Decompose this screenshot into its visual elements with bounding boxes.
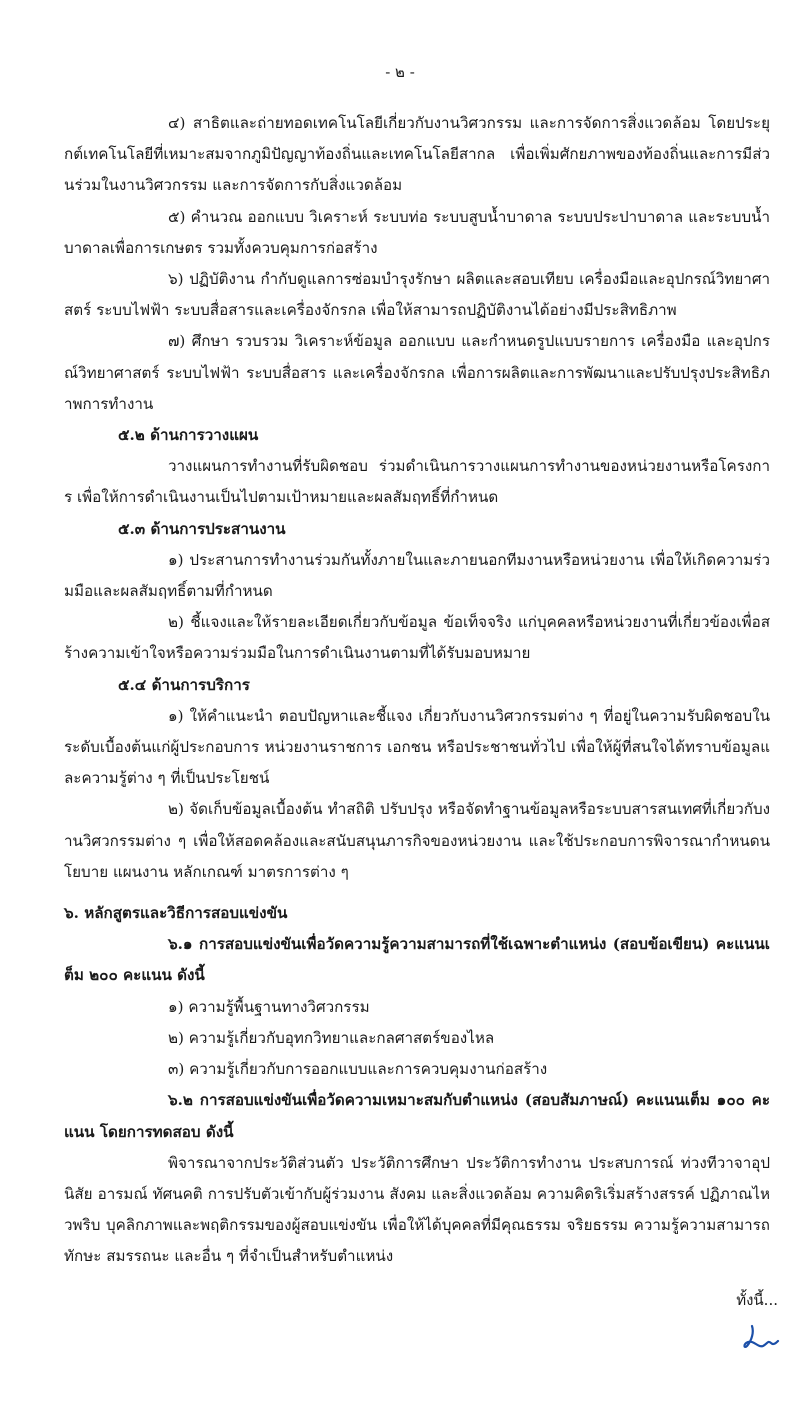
section-5-3-item-2: ๒) ชี้แจงและให้รายละเอียดเกี่ยวกับข้อมูล ข้อเท็จจริง แก่บุคคลหรือหน่วยงานที่เกี่ยวข้องเพื่อสร้างความเข้าใจหรือความร่วมมือในการดำเนินงานตามที่ได้รับมอบหมาย	[64, 613, 770, 663]
section-6-2-body: พิจารณาจากประวัติส่วนตัว ประวัติการศึกษา ประวัติการทำงาน ประสบการณ์ ท่วงทีวาจาอุปนิสัย อารมณ์ ทัศนคติ การปรับตัวเข้ากับผู้ร่วมงาน สังคม และสิ่งแวดล้อม ความคิดริเริ่มสร้างสรรค์ ปฏิภาณไหวพริบ บุคลิกภาพและพฤติกรรมของผู้สอบแข่งขัน เพื่อให้ได้บุคคลที่มีคุณธรรม จริยธรรม ความรู้ความสามารถทักษะ สมรรถนะ และอื่น ๆ ที่จำเป็นสำหรับตำแหน่ง	[64, 1153, 770, 1266]
section-5-4-item-2: ๒) จัดเก็บข้อมูลเบื้องต้น ทำสถิติ ปรับปรุง หรือจัดทำฐานข้อมูลหรือระบบสารสนเทศที่เกี่ยวกับงานวิศวกรรมต่าง ๆ เพื่อให้สอดคล้องและสนับสนุนภารกิจของหน่วยงาน และใช้ประกอบการพิจารณากำหนดนโยบาย แผนงาน หลักเกณฑ์ มาตรการต่าง ๆ	[64, 800, 770, 881]
paragraph-item-7: ๗) ศึกษา รวบรวม วิเคราะห์ข้อมูล ออกแบบ และกำหนดรูปแบบรายการ เครื่องมือ และอุปกรณ์วิทยาศาสตร์ ระบบไฟฟ้า ระบบสื่อสาร และเครื่องจักรกล เพื่อการผลิตและการพัฒนาและปรับปรุงประสิทธิภาพการทำงาน	[64, 332, 770, 413]
section-6-2-heading: ๖.๒ การสอบแข่งขันเพื่อวัดความเหมาะสมกับตำแหน่ง (สอบสัมภาษณ์) คะแนนเต็ม ๑๐๐ คะแนน โดยการทดสอบ ดังนี้	[64, 1091, 770, 1141]
paragraph-item-6: ๖) ปฏิบัติงาน กำกับดูแลการซ่อมบำรุงรักษา ผลิตและสอบเทียบ เครื่องมือและอุปกรณ์วิทยาศาสตร์ ระบบไฟฟ้า ระบบสื่อสารและเครื่องจักรกล เพื่อให้สามารถปฏิบัติงานได้อย่างมีประสิทธิภาพ	[64, 270, 770, 320]
section-5-4-item-1: ๑) ให้คำแนะนำ ตอบปัญหาและชี้แจง เกี่ยวกับงานวิศวกรรมต่าง ๆ ที่อยู่ในความรับผิดชอบในระดับเบื้องต้นแก่ผู้ประกอบการ หน่วยงานราชการ เอกชน หรือประชาชนทั่วไป เพื่อให้ผู้ที่สนใจได้ทราบข้อมูลและความรู้ต่าง ๆ ที่เป็นประโยชน์	[64, 706, 770, 788]
page-number: - ๒ -	[385, 63, 415, 81]
paragraph-item-5: ๕) คำนวณ ออกแบบ วิเคราะห์ ระบบท่อ ระบบสูบน้ำบาดาล ระบบประปาบาดาล และระบบน้ำบาดาลเพื่อการเกษตร รวมทั้งควบคุมการก่อสร้าง	[64, 207, 770, 257]
section-6-1-heading: ๖.๑ การสอบแข่งขันเพื่อวัดความรู้ความสามารถที่ใช้เฉพาะตำแหน่ง (สอบข้อเขียน) คะแนนเต็ม ๒๐๐ คะแนน ดังนี้	[64, 935, 770, 985]
exam-topic-3: ๓) ความรู้เกี่ยวกับการออกแบบและการควบคุมงานก่อสร้าง	[168, 1060, 548, 1079]
section-5-3-item-1: ๑) ประสานการทำงานร่วมกันทั้งภายในและภายนอกทีมงานหรือหน่วยงาน เพื่อให้เกิดความร่วมมือและผลสัมฤทธิ์ตามที่กำหนด	[64, 550, 770, 601]
document-body	[64, 108, 770, 1273]
section-heading-6: ๖. หลักสูตรและวิธีการสอบแข่งขัน	[64, 904, 288, 923]
section-heading-5-4: ๕.๔ ด้านการบริการ	[118, 675, 250, 694]
continuation-text: ทั้งนี้...	[736, 1291, 778, 1309]
paragraph-item-4: ๔) สาธิตและถ่ายทอดเทคโนโลยีเกี่ยวกับงานวิศวกรรม และการจัดการสิ่งแวดล้อม โดยประยุกต์เทคโนโลยีที่เหมาะสมจากภูมิปัญญาท้องถิ่นและเทคโนโลยีสากล เพื่อเพิ่มศักยภาพของท้องถิ่นและการมีส่วนร่วมในงานวิศวกรรม และการจัดการกับสิ่งแวดล้อม	[64, 114, 770, 195]
exam-topic-1: ๑) ความรู้พื้นฐานทางวิศวกรรม	[168, 997, 370, 1016]
exam-topic-2: ๒) ความรู้เกี่ยวกับอุทกวิทยาและกลศาสตร์ของไหล	[168, 1028, 495, 1047]
section-text-5-2: วางแผนการทำงานที่รับผิดชอบ ร่วมดำเนินการวางแผนการทำงานของหน่วยงานหรือโครงการ เพื่อให้การดำเนินงานเป็นไปตามเป้าหมายและผลสัมฤทธิ์ที่กำหนด	[64, 457, 770, 507]
signature-initial-icon	[738, 1322, 782, 1356]
section-heading-5-3: ๕.๓ ด้านการประสานงาน	[118, 519, 286, 538]
section-heading-5-2: ๕.๒ ด้านการวางแผน	[118, 426, 259, 445]
